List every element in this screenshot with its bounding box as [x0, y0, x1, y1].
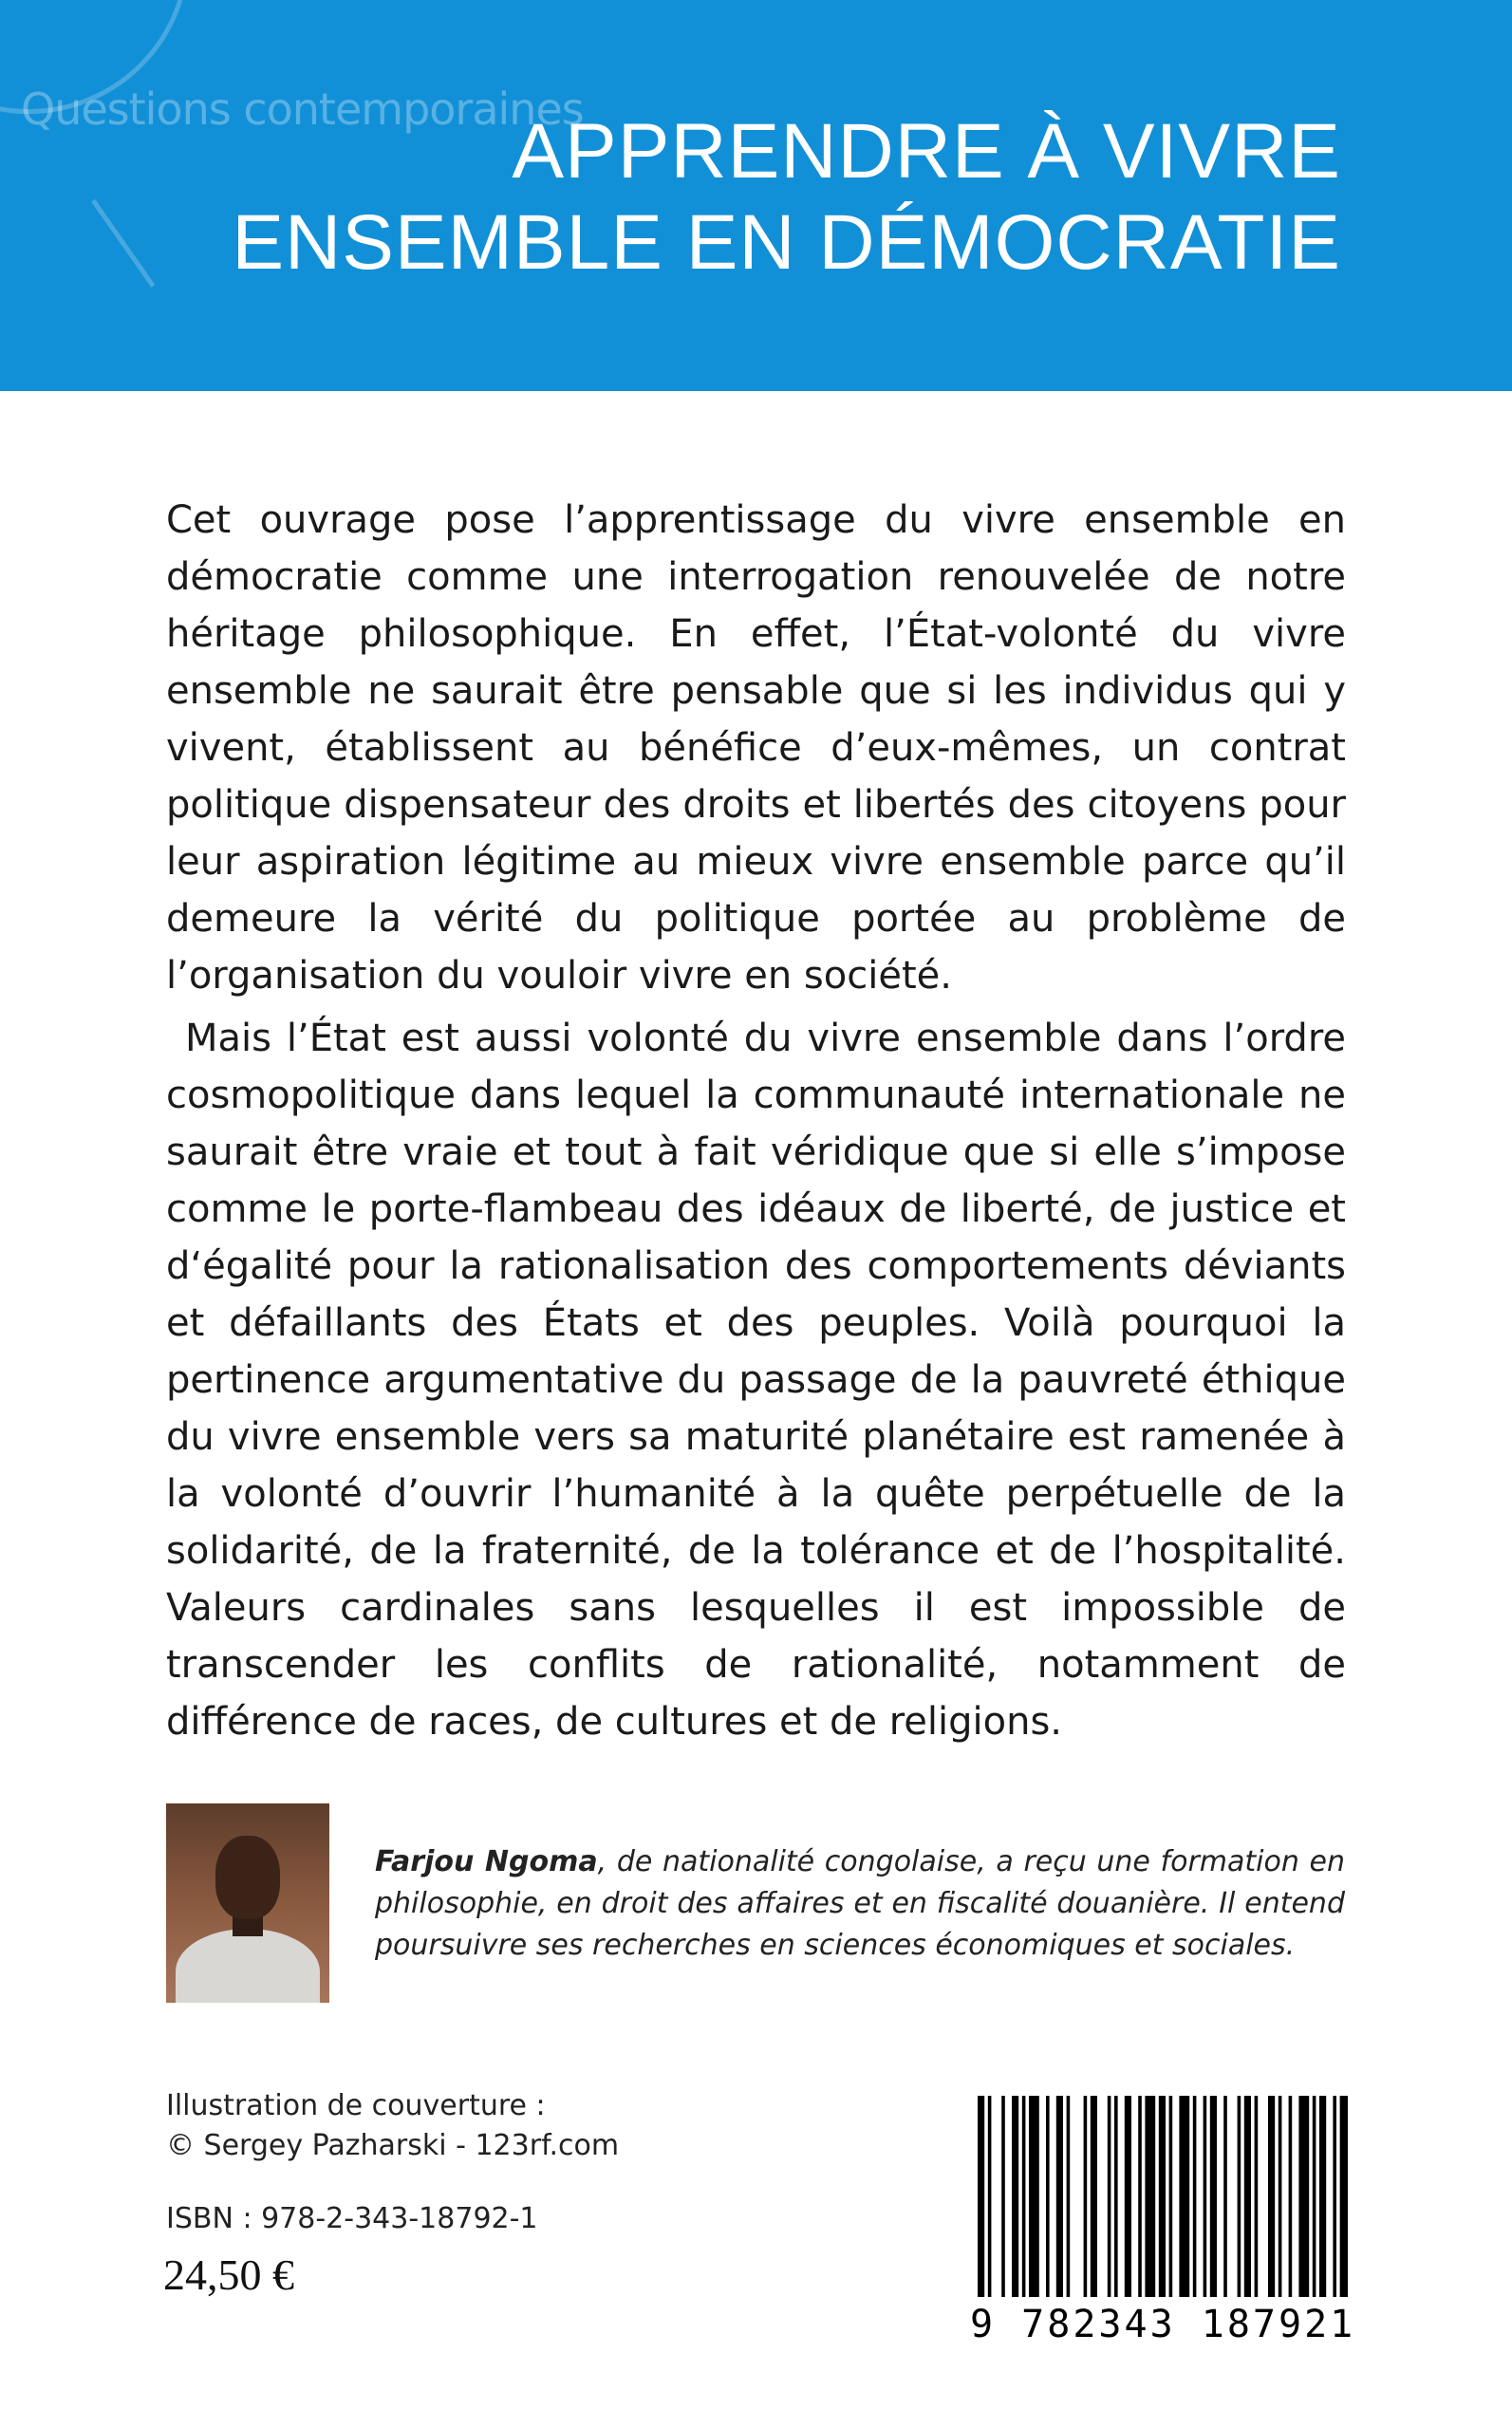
barcode-bar — [1298, 2096, 1309, 2297]
barcode-bar — [1145, 2096, 1155, 2297]
barcode-bar — [978, 2096, 984, 2297]
barcode-bar — [1319, 2096, 1326, 2297]
barcode-bar — [1193, 2096, 1197, 2297]
author-bio — [375, 1841, 1345, 1967]
credit-line-1: Illustration de couverture : — [166, 2089, 546, 2122]
isbn: ISBN : 978-2-343-18792-1 — [166, 2202, 538, 2235]
barcode-bar — [1114, 2096, 1118, 2297]
barcode-bar — [1333, 2096, 1336, 2297]
book-title-line1: APPRENDRE À VIVRE — [512, 108, 1341, 195]
barcode-bar — [1289, 2096, 1293, 2297]
barcode-bar — [1268, 2096, 1275, 2297]
barcode-bar — [1138, 2096, 1142, 2297]
barcode-bar — [1022, 2096, 1026, 2297]
barcode-bar — [1125, 2096, 1131, 2297]
barcode-bar — [1012, 2096, 1018, 2297]
book-title-line2: ENSEMBLE EN DÉMOCRATIE — [232, 199, 1341, 286]
author-photo — [166, 1803, 329, 2003]
barcode-bar — [1179, 2096, 1189, 2297]
summary-paragraph-1: Cet ouvrage pose l’apprentissage du vivre ensemble en démocratie comme une interrogation renouvelée de notre héritage philosophique. En effet, l’État-volonté du vivre ensemble ne saurait être pensable que si les individus qui y vivent, établissent au bénéfice d’eux-mêmes, un contrat politique dispensateur des droits et libertés des citoyens pour leur aspiration légitime au mieux vivre ensemble parce qu’il demeure la vérité du politique portée au problème de l’organisation du vouloir vivre en société. — [166, 498, 1346, 998]
barcode-bar — [1046, 2096, 1050, 2297]
price: 24,50 € — [163, 2250, 294, 2299]
barcode-bar — [1084, 2096, 1088, 2297]
summary-paragraph-2: Mais l’État est aussi volonté du vivre ensemble dans l’ordre cosmopolitique dans lequel la communauté internationale ne saurait être vraie et tout à fait véridique que si elle s’impose comme le porte-flambeau des idéaux de liberté, de justice et d‘égalité pour la rationalisation des comportements déviants et défaillants des États et des peuples. Voilà pourquoi la pertinence argumentative du passage de la pauvreté éthique du vivre ensemble vers sa maturité planétaire est ramenée à la volonté d’ouvrir l’humanité à la quête perpétuelle de la solidarité, de la fraternité, de la tolérance et de l’hospitalité. Valeurs cardinales sans lesquelles il est impossible de transcender les conflits de rationalité, notamment de différence de races, de cultures et de religions. — [166, 1017, 1346, 1744]
barcode-bar — [1169, 2096, 1173, 2297]
barcode-bar — [1279, 2096, 1282, 2297]
author-bio-text: , de nationalité congolaise, a reçu une formation en philosophie, en droit des affaires et en fiscalité douanière. Il entend poursuivre ses recherches en sciences économiques et sociales. — [375, 1845, 1346, 1962]
barcode-bar — [1210, 2096, 1217, 2297]
barcode-bar — [1238, 2096, 1241, 2297]
credit-line-2: © Sergey Pazharski - 123rf.com — [166, 2129, 620, 2162]
author-name: Farjou Ngoma — [375, 1845, 598, 1878]
barcode-digits: 9 782343 187921 — [970, 2303, 1356, 2346]
collection-logo-q-tail — [68, 199, 156, 304]
illustration-credit — [166, 2086, 619, 2166]
barcode-bar — [1056, 2096, 1063, 2297]
barcode-bar — [988, 2096, 992, 2297]
barcode-bars — [970, 2096, 1348, 2300]
cover-header — [0, 0, 1512, 391]
barcode-bar — [1340, 2096, 1348, 2297]
barcode-bar — [1067, 2096, 1071, 2297]
barcode-bar — [1204, 2096, 1207, 2297]
barcode-bar — [1001, 2096, 1005, 2297]
barcode-bar — [1313, 2096, 1316, 2297]
book-title — [232, 106, 1341, 289]
back-cover-summary — [166, 492, 1346, 1750]
barcode-bar — [1029, 2096, 1039, 2297]
barcode — [970, 2096, 1356, 2352]
barcode-bar — [1091, 2096, 1097, 2297]
collection-name: Questions contemporaines — [21, 84, 584, 135]
barcode-bar — [1244, 2096, 1251, 2297]
barcode-bar — [1255, 2096, 1259, 2297]
barcode-bar — [1108, 2096, 1111, 2297]
barcode-bar — [1223, 2096, 1227, 2297]
barcode-bar — [1159, 2096, 1166, 2297]
